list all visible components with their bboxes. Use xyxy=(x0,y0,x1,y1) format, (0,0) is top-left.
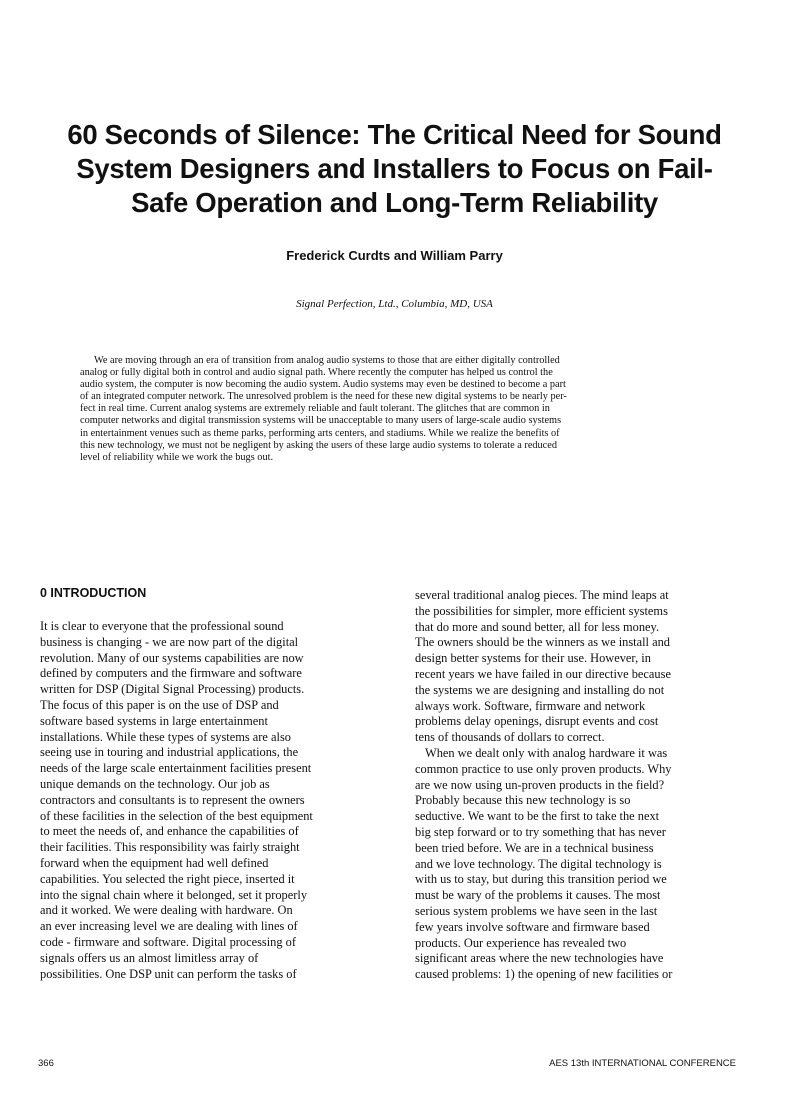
body-line: big step forward or to try something that has never xyxy=(415,824,666,839)
title-line: 60 Seconds of Silence: The Critical Need for Sound xyxy=(67,119,722,150)
body-line: an ever increasing level we are dealing with lines of xyxy=(40,919,298,934)
body-line: that do more and sound better, all for less money. xyxy=(415,619,660,634)
body-line: few years involve software and firmware based xyxy=(415,919,650,934)
body-line: The focus of this paper is on the use of DSP and xyxy=(40,697,279,712)
title-line: System Designers and Installers to Focus on Fail- xyxy=(76,153,713,184)
authors: Frederick Curdts and William Parry xyxy=(286,248,503,263)
body-line: products. Our experience has revealed two xyxy=(415,935,627,950)
body-column-left xyxy=(40,619,380,982)
body-line: to meet the needs of, and enhance the capabilities of xyxy=(40,824,299,839)
body-line: always work. Software, firmware and network xyxy=(415,698,646,713)
abstract-line: this new technology, we must not be negligent by asking the users of these large audio systems to tolerate a reduced xyxy=(80,439,557,451)
section-heading: 0 INTRODUCTION xyxy=(40,586,147,600)
abstract-line: analog or fully digital both in control and audio signal path. Where recently the computer has helped us control the xyxy=(80,367,553,379)
body-line: their facilities. This responsibility was fairly straight xyxy=(40,840,300,855)
body-line: possibilities. One DSP unit can perform the tasks of xyxy=(40,966,297,981)
abstract-line: computer networks and digital transmission systems will be unacceptable to many users of large-scale audio systems xyxy=(80,415,562,427)
abstract-line: fect in real time. Current analog systems are extremely reliable and fault tolerant. The glitches that are common in xyxy=(80,403,550,415)
body-line: recent years we have failed in our directive because xyxy=(415,666,671,681)
body-line: into the signal chain where it belonged, set it properly xyxy=(40,887,308,902)
body-line: problems delay openings, disrupt events and cost xyxy=(415,714,659,729)
abstract-line: We are moving through an era of transition from analog audio systems to those that are either digitally controlled xyxy=(94,355,560,366)
body-line: the systems we are designing and installing do not xyxy=(415,682,665,697)
body-line: serious system problems we have seen in the last xyxy=(415,903,658,918)
page-number: 366 xyxy=(38,1058,54,1069)
body-line: are we now using un-proven products in the field? xyxy=(415,777,665,792)
body-line: seeing use in touring and industrial applications, the xyxy=(40,745,299,760)
body-line: The owners should be the winners as we install and xyxy=(415,635,670,650)
body-line: forward when the equipment had well defined xyxy=(40,855,269,870)
title-line: Safe Operation and Long-Term Reliability xyxy=(131,187,658,218)
body-line: caused problems: 1) the opening of new facilities or xyxy=(415,967,673,982)
body-line: of these facilities in the selection of the best equipment xyxy=(40,808,313,823)
paper-title xyxy=(20,118,769,220)
body-line: significant areas where the new technologies have xyxy=(415,951,664,966)
body-line: software based systems in large entertainment xyxy=(40,713,268,728)
body-line: design better systems for their use. However, in xyxy=(415,651,651,666)
body-line: contractors and consultants is to represent the owners xyxy=(40,792,305,807)
body-line: code - firmware and software. Digital processing of xyxy=(40,934,296,949)
abstract-line: audio system, the computer is now becoming the audio system. Audio systems may even be destined to become a part xyxy=(80,379,566,391)
body-line: several traditional analog pieces. The mind leaps at xyxy=(415,588,669,602)
body-column-right xyxy=(415,588,755,983)
conference-name: AES 13th INTERNATIONAL CONFERENCE xyxy=(549,1058,736,1069)
body-line: and it worked. We were dealing with hardware. On xyxy=(40,903,293,918)
body-line: When we dealt only with analog hardware it was xyxy=(425,745,668,760)
body-line: revolution. Many of our systems capabilities are now xyxy=(40,650,304,665)
body-line: It is clear to everyone that the professional sound xyxy=(40,619,284,633)
body-line: defined by computers and the firmware and software xyxy=(40,666,302,681)
abstract-line: in entertainment venues such as theme parks, performing arts centers, and stadiums. While we realize the benefits of xyxy=(80,427,560,439)
body-line: with us to stay, but during this transition period we xyxy=(415,872,667,887)
body-line: installations. While these types of systems are also xyxy=(40,729,291,744)
body-line: and we love technology. The digital technology is xyxy=(415,856,662,871)
abstract-line: of an integrated computer network. The unresolved problem is the need for these new digital systems to be nearly per- xyxy=(80,391,567,403)
body-line: capabilities. You selected the right piece, inserted it xyxy=(40,871,295,886)
body-line: common practice to use only proven products. Why xyxy=(415,761,672,776)
body-line: seductive. We want to be the first to take the next xyxy=(415,809,660,824)
body-line: business is changing - we are now part of the digital xyxy=(40,634,299,649)
body-line: unique demands on the technology. Our job as xyxy=(40,776,270,791)
abstract xyxy=(80,355,720,464)
body-line: been tried before. We are in a technical business xyxy=(415,840,654,855)
body-line: tens of thousands of dollars to correct. xyxy=(415,730,605,745)
body-line: Probably because this new technology is so xyxy=(415,793,631,808)
body-line: must be wary of the problems it causes. The most xyxy=(415,888,661,903)
affiliation: Signal Perfection, Ltd., Columbia, MD, USA xyxy=(296,298,493,310)
body-line: written for DSP (Digital Signal Processing) products. xyxy=(40,682,305,697)
abstract-line: level of reliability while we work the bugs out. xyxy=(80,451,274,463)
body-line: signals offers us an almost limitless array of xyxy=(40,950,259,965)
body-line: the possibilities for simpler, more efficient systems xyxy=(415,603,668,618)
body-line: needs of the large scale entertainment facilities present xyxy=(40,761,312,776)
